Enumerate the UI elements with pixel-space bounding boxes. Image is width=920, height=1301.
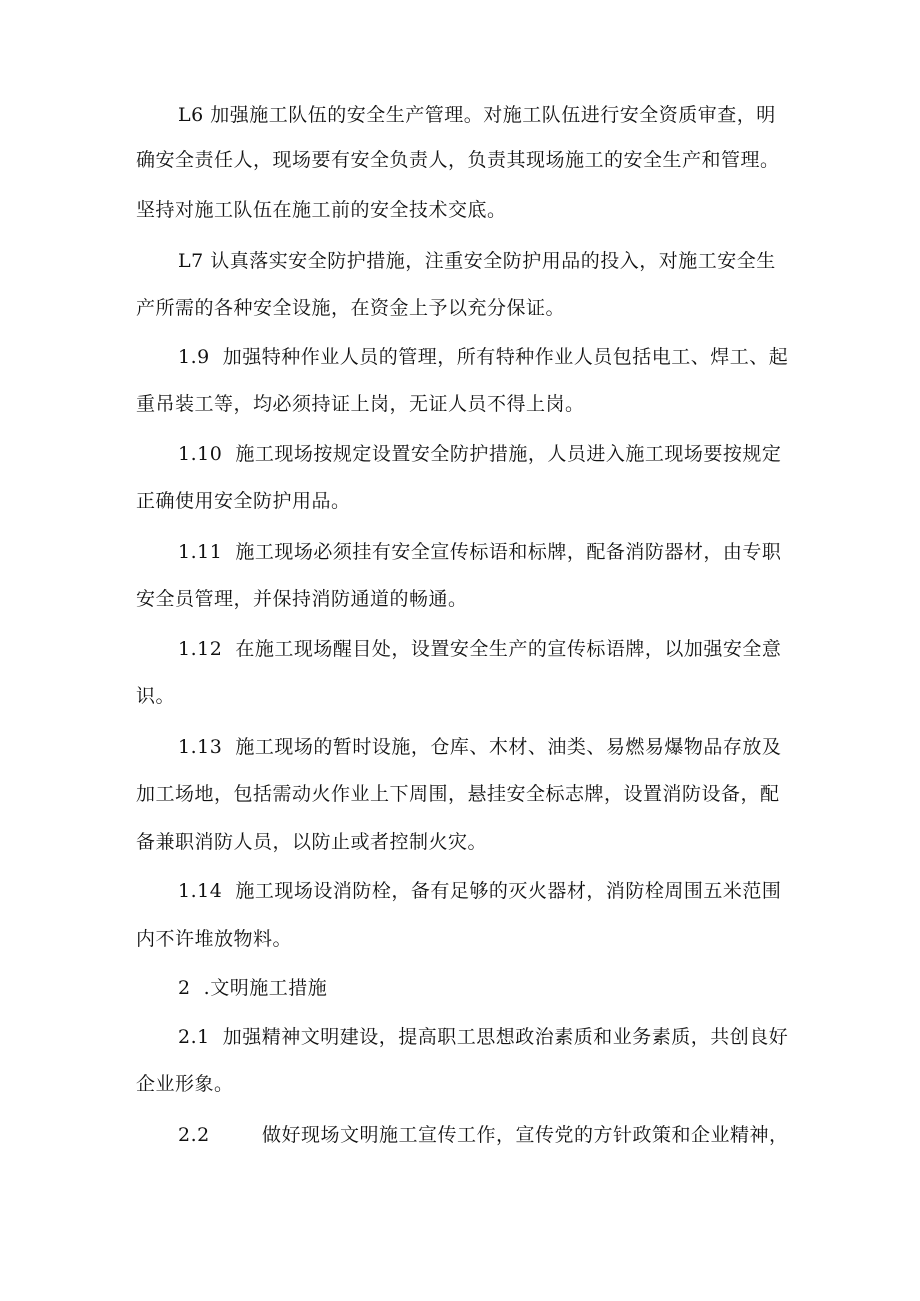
paragraph-1-9-line-2: 重吊装工等，均必须持证上岗，无证人员不得上岗。: [136, 393, 585, 415]
paragraph-1-13-line-1: 1.13 施工现场的暂时设施，仓库、木材、油类、易燃易爆物品存放及: [178, 736, 782, 758]
paragraph-1-7-line-2: 产所需的各种安全设施，在资金上予以充分保证。: [136, 297, 566, 319]
paragraph-1-14-line-2: 内不许堆放物料。: [136, 928, 293, 950]
section-2-heading: 2 .文明施工措施: [178, 977, 328, 999]
paragraph-1-10-line-1: 1.10 施工现场按规定设置安全防护措施，人员进入施工现场要按规定: [178, 443, 782, 465]
paragraph-1-14-line-1: 1.14 施工现场设消防栓，备有足够的灭火器材，消防栓周围五米范围: [178, 880, 782, 902]
paragraph-1-6-line-2: 确安全责任人，现场要有安全负责人，负责其现场施工的安全生产和管理。: [136, 149, 780, 171]
paragraph-1-13-line-2: 加工场地，包括需动火作业上下周围，悬挂安全标志牌，设置消防设备，配: [136, 783, 780, 805]
paragraph-1-13-line-3: 备兼职消防人员，以防止或者控制火灾。: [136, 831, 488, 853]
paragraph-1-12-line-2: 识。: [136, 685, 176, 707]
paragraph-2-2-line-1: 2.2 做好现场文明施工宣传工作，宣传党的方针政策和企业精神，: [178, 1124, 789, 1146]
paragraph-1-7-line-1: L7 认真落实安全防护措施，注重安全防护用品的投入，对施工安全生: [178, 250, 776, 272]
paragraph-2-1-line-1: 2.1 加强精神文明建设，提高职工思想政治素质和业务素质，共创良好: [178, 1026, 789, 1048]
paragraph-2-1-line-2: 企业形象。: [136, 1073, 234, 1095]
paragraph-1-6-line-1: L6 加强施工队伍的安全生产管理。对施工队伍进行安全资质审查，明: [178, 104, 776, 126]
paragraph-1-12-line-1: 1.12 在施工现场醒目处，设置安全生产的宣传标语牌，以加强安全意: [178, 638, 782, 660]
paragraph-1-6-line-3: 坚持对施工队伍在施工前的安全技术交底。: [136, 199, 507, 221]
paragraph-1-11-line-1: 1.11 施工现场必须挂有安全宣传标语和标牌，配备消防器材，由专职: [178, 541, 782, 563]
paragraph-1-11-line-2: 安全员管理，并保持消防通道的畅通。: [136, 588, 468, 610]
paragraph-1-10-line-2: 正确使用安全防护用品。: [136, 490, 351, 512]
paragraph-1-9-line-1: 1.9 加强特种作业人员的管理，所有特种作业人员包括电工、焊工、起: [178, 346, 789, 368]
